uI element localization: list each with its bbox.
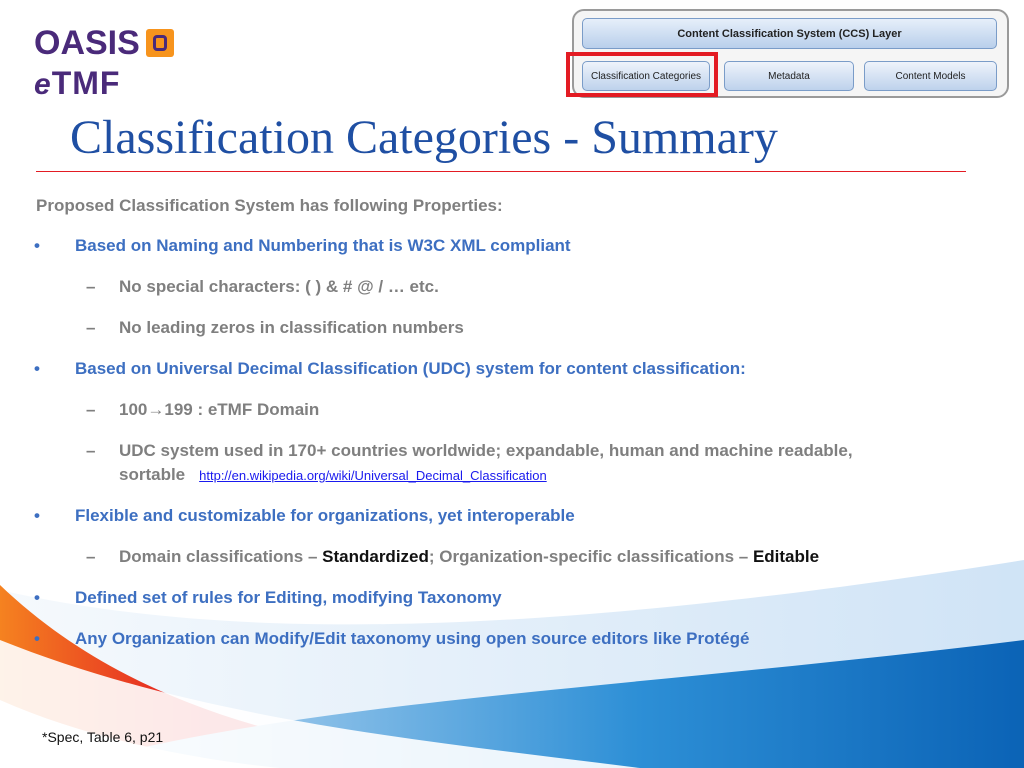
bullet-marker: • — [34, 629, 40, 648]
sub-bullet-marker: – — [86, 318, 96, 337]
slide-title: Classification Categories - Summary — [70, 111, 778, 164]
bullet-marker: • — [34, 359, 40, 378]
oasis-logo-icon — [146, 29, 174, 57]
sortable-text: sortable — [119, 465, 186, 484]
oasis-etmf-logo — [34, 26, 174, 102]
sub-bullet-udc-usage: UDC system used in 170+ countries worldwide; expandable, human and machine readable, — [119, 441, 853, 460]
intro-text: Proposed Classification System has following Properties: — [36, 196, 503, 215]
udc-wikipedia-link[interactable]: http://en.wikipedia.org/wiki/Universal_Decimal_Classification — [199, 468, 547, 483]
sub-bullet-marker: – — [86, 400, 96, 419]
bullet-open-source-editors: Any Organization can Modify/Edit taxonomy using open source editors like Protégé — [75, 629, 750, 648]
bullet-flexible: Flexible and customizable for organizations, yet interoperable — [75, 506, 575, 525]
ccs-layer-box: Content Classification System (CCS) Layer — [582, 18, 997, 49]
right-arrow-icon: → — [147, 400, 165, 419]
sub-bullet-special-chars: No special characters: ( ) & # @ / … etc. — [119, 277, 439, 296]
range-end: 199 : eTMF Domain — [164, 400, 320, 419]
bullet-w3c-compliant: Based on Naming and Numbering that is W3C XML compliant — [75, 236, 571, 255]
editable-text: Editable — [752, 547, 820, 566]
bullet-marker: • — [34, 506, 40, 525]
oasis-wordmark — [34, 26, 174, 60]
ccs-tab-metadata: Metadata — [724, 61, 854, 91]
sub-bullet-marker: – — [86, 277, 96, 296]
etmf-rest: TMF — [51, 65, 121, 101]
title-divider — [36, 171, 966, 172]
bullet-editing-rules: Defined set of rules for Editing, modifying Taxonomy — [75, 588, 502, 607]
oasis-text: OASIS — [34, 24, 140, 62]
ccs-tab-content-models: Content Models — [864, 61, 997, 91]
sub-bullet-marker: – — [86, 441, 96, 460]
etmf-e: e — [34, 68, 52, 101]
standardized-text: Standardized — [322, 547, 429, 566]
footnote: *Spec, Table 6, p21 — [42, 729, 164, 745]
bullet-udc: Based on Universal Decimal Classification (UDC) system for content classification: — [75, 359, 746, 378]
org-classifications-label: ; Organization-specific classifications – — [428, 547, 753, 566]
bullet-marker: • — [34, 588, 40, 607]
range-start: 100 — [119, 400, 148, 419]
sub-bullet-leading-zeros: No leading zeros in classification numbers — [119, 318, 464, 337]
ccs-tab-classification-categories: Classification Categories — [582, 61, 710, 91]
sub-bullet-domain-range — [119, 400, 319, 420]
sub-bullet-udc-usage-cont — [119, 465, 547, 486]
sub-bullet-marker: – — [86, 547, 96, 566]
active-section-highlight — [566, 52, 718, 97]
bullet-marker: • — [34, 236, 40, 255]
domain-classifications-label: Domain classifications – — [119, 547, 323, 566]
etmf-wordmark — [34, 66, 174, 102]
sub-bullet-domain-classifications — [119, 547, 819, 567]
